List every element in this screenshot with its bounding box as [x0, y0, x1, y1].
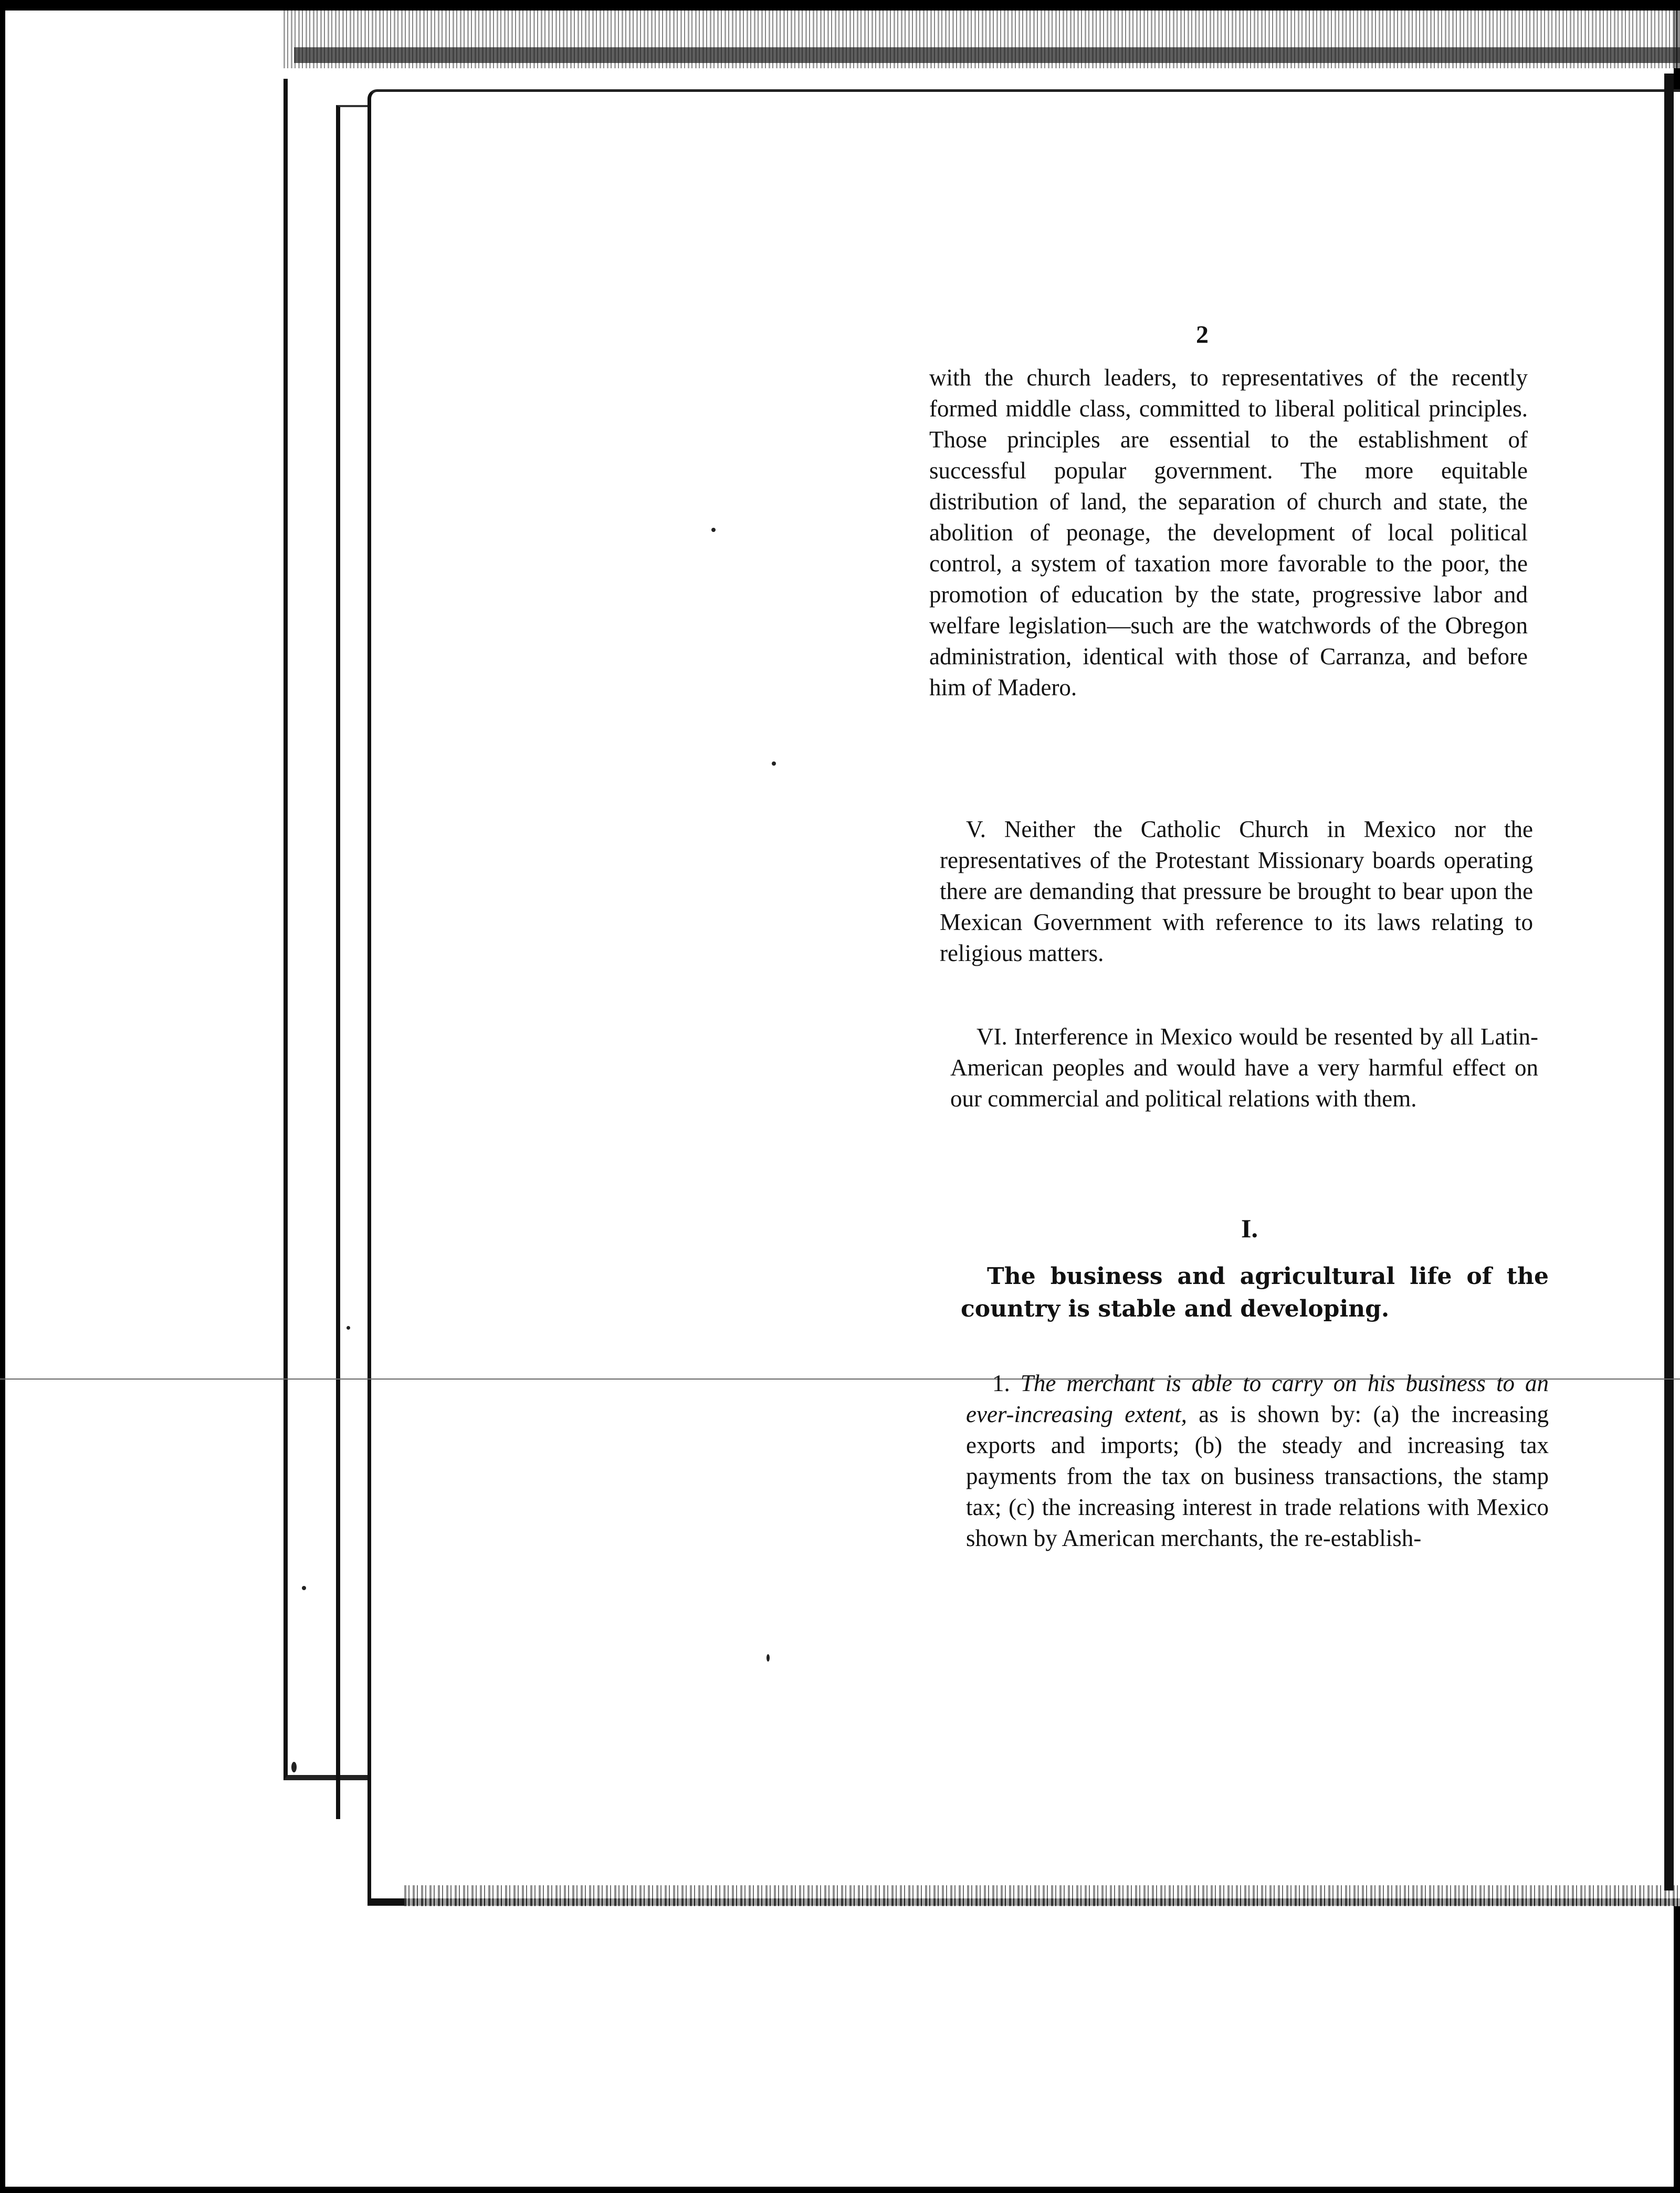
- page-right-edge: [1664, 74, 1674, 1891]
- speck: [302, 1586, 306, 1590]
- point-vi-paragraph: VI. Interference in Mexico would be resented by all Latin-American peoples and would have a very harmful effect on our commercial and political relations with them.: [950, 1024, 1538, 1112]
- item-1-paragraph: [966, 1368, 1549, 1554]
- item-body-text: as is shown by: (a) the increasing exports and imports; (b) the steady and increasing tax payments from the tax on business transactions, the stamp tax; (c) the increasing interest in trade relations with Mexico shown by American merchants, the re-establish-: [966, 1401, 1549, 1551]
- speck: [711, 528, 716, 532]
- continuation-paragraph: with the church leaders, to representatives of the recently formed middle class, committed to liberal political principles. Those principles are essential to the establishment of successful popular government. The more equitable distribution of land, the separation of church and state, the abolition of peonage, the development of local political control, a system of taxation more favorable to the poor, the promotion of education by the state, progressive labor and welfare legislation—such are the watchwords of the Obregon administration, identical with those of Carranza, and before him of Madero.: [929, 364, 1528, 701]
- page-bottom-edge-noise: [404, 1885, 1680, 1906]
- point-v-paragraph: V. Neither the Catholic Church in Mexico nor the representatives of the Protestant Missionary boards operating there are demanding that pressure be brought to bear upon the Mexican Government with reference to its laws relating to religious matters.: [940, 816, 1533, 966]
- scan-noise-band: [294, 47, 1680, 63]
- item-number: 1.: [992, 1370, 1010, 1396]
- front-page: [368, 89, 1680, 1906]
- speck: [291, 1762, 297, 1772]
- section-heading: The business and agricultural life of the country is stable and developing.: [961, 1263, 1549, 1322]
- speck: [766, 1654, 770, 1662]
- section-numeral: I.: [1241, 1214, 1258, 1243]
- speck: [346, 1326, 350, 1330]
- item-italic-lead: The merchant is able to carry on his business to an ever-increasing extent,: [966, 1370, 1549, 1427]
- speck: [772, 761, 776, 766]
- page-number: 2: [1196, 321, 1209, 349]
